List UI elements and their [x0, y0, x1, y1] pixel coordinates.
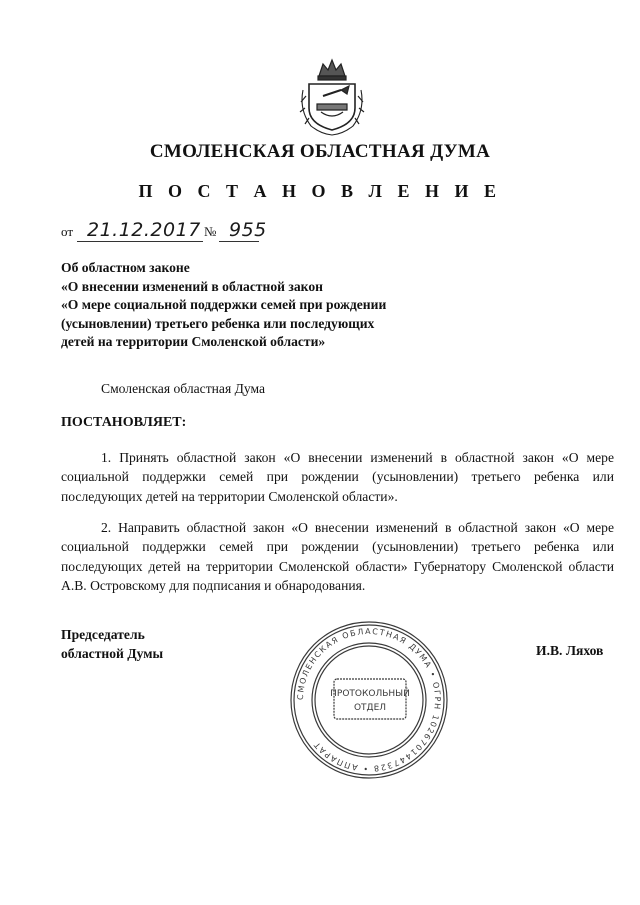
- coat-of-arms-icon: [297, 56, 367, 136]
- official-stamp-icon: [288, 619, 450, 781]
- document-type-title: П О С Т А Н О В Л Е Н И Е: [138, 181, 502, 201]
- signatory-role-line: Председатель: [61, 627, 145, 642]
- number-label: №: [204, 224, 217, 239]
- date-underline: [77, 241, 203, 242]
- subject-line: Об областном законе: [61, 260, 190, 275]
- resolution-paragraph-2: 2. Направить областной закон «О внесении изменений в областной закон «О мере социальной поддержки семей при рождении (усыновлении) третьего ребенка или последующих детей на территории Смоленской области» Губернатору Смоленской области А.В. Островскому для подписания и обнародования.: [61, 520, 614, 594]
- subject-line: «О внесении изменений в областной закон: [61, 278, 323, 294]
- stamp-center-line: ОТДЕЛ: [353, 703, 387, 713]
- subject-line: детей на территории Смоленской области»: [61, 334, 326, 349]
- signatory-role: [61, 625, 163, 664]
- resolves-heading: ПОСТАНОВЛЯЕТ:: [61, 415, 187, 430]
- organization-title: СМОЛЕНСКАЯ ОБЛАСТНАЯ ДУМА: [149, 141, 491, 162]
- number-underline: [219, 241, 259, 242]
- signatory-role-line: областной Думы: [61, 646, 164, 662]
- handwritten-date: 21.12.2017: [87, 219, 201, 241]
- date-label: от: [61, 224, 74, 239]
- stamp-outer-text: СМОЛЕНСКАЯ ОБЛАСТНАЯ ДУМА • ОГРН 1026701447328 • АППАРАТ: [295, 626, 443, 774]
- handwritten-number: 955: [229, 219, 267, 241]
- subject-line: «О мере социальной поддержки семей при рождении: [61, 297, 387, 312]
- date-number-line: [61, 220, 321, 244]
- resolution-paragraph-1: 1. Принять областной закон «О внесении изменений в областной закон «О мере социальной поддержки семей при рождении (усыновлении) третьего ребенка или последующих детей на территории Смоленской области».: [61, 450, 614, 504]
- document-subject: [61, 259, 461, 352]
- signatory-name: И.В. Ляхов: [536, 643, 604, 658]
- stamp-center-line: ПРОТОКОЛЬНЫЙ: [330, 689, 410, 699]
- issuer-text: Смоленская областная Дума: [101, 381, 266, 396]
- svg-text:СМОЛЕНСКАЯ ОБЛАСТНАЯ ДУМА • ОГ: [296, 627, 442, 773]
- subject-line: (усыновлении) третьего ребенка или последующих: [61, 315, 375, 331]
